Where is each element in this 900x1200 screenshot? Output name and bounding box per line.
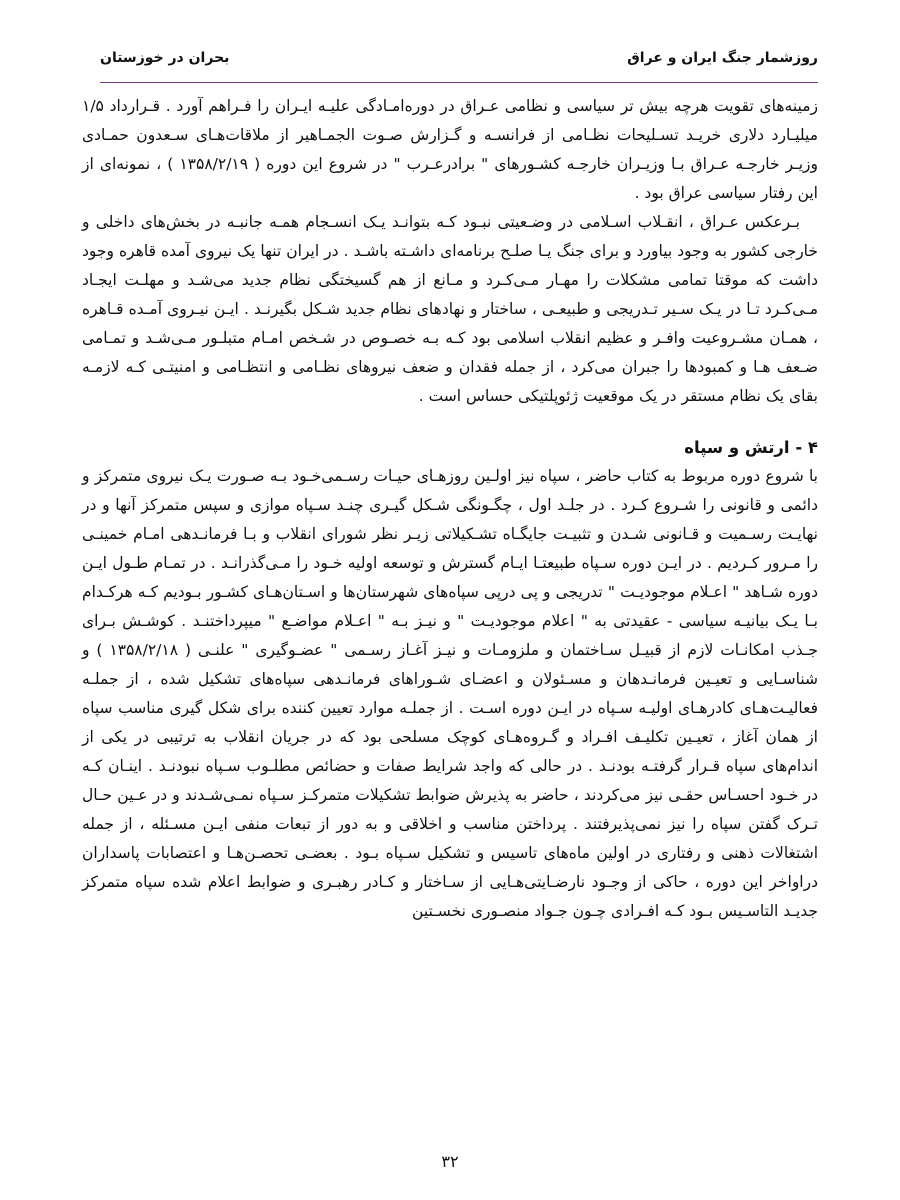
body-text: [82, 92, 818, 926]
paragraph-2: بـرعکس عـراق ، انقـلاب اسـلامی در وضـعیتی نبـود کـه بتوانـد یـک انسـجام همـه جانبـه در بخش‌های داخلی و خارجی کشور به وجود بیاورد و برای جنگ یـا صلـح برنامه‌ای داشـته باشـد . در ایران تنها یک نیروی آمده قاهره وجود داشت که موقتا تمامی مشکلات را مهـار مـی‌کـرد و مـانع از هم گسیختگی نظام جدید می‌شـد و مهلـت ایجـاد مـی‌کـرد تـا در یـک سـیر تـدریجی و طبیعـی ، ساختار و نهادهای نظام جدید شـکل بگیرنـد . ایـن نیـروی آمـده قـاهره ، همـان مشـروعیت وافـر و عظیم انقلاب اسلامی بود کـه بـه خصـوص در شـخص امـام متبلـور مـی‌شـد و تمـامی ضـعف هـا و کمبودها را جبران می‌کرد ، از جمله فقدان و ضعف نیروهای نظـامی و انتظـامی و امنیتـی کـه لازمـه بقای یک نظام مستقر در یک موقعیت ژئوپلتیکی حساس است .: [82, 213, 818, 405]
book-title: روزشمار جنگ ایران و عراق: [627, 50, 818, 66]
page-number: ۳۲: [441, 1152, 459, 1171]
paragraph-1: زمینه‌های تقویت هرچه بیش تر سیاسی و نظامی عـراق در دوره‌امـادگی علیـه ایـران را فـراهم آورد . قـرارداد ۱/۵ میلیـارد دلاری خریـد تسـلیحات نظـامی از فرانسـه و گـزارش صـوت الجمـاهیر از ملاقات‌هـای سـعدون حمـادی وزیـر خارجـه عـراق بـا وزیـران خارجـه کشـورهای " برادرعـرب " در شروع این دوره ( ۱۳۵۸/۲/۱۹ ) ، نمونه‌ای از این رفتار سیاسی عراق بود .: [82, 97, 818, 202]
section-heading: ۴ - ارتش و سپاه: [684, 438, 818, 457]
section-paragraph: با شروع دوره مربوط به کتاب حاضر ، سپاه نیز اولـین روزهـای حیـات رسـمی‌خـود بـه صـورت یـک نیروی متمرکز و دائمی و قانونی را شـروع کـرد . در جلـد اول ، چگـونگی شـکل گیـری چنـد سـپاه موازی و سپس متمرکز آنها و در نهایـت رسـمیت و قـانونی شـدن و تثبیـت جایگـاه تشـکیلاتی زیـر نظر شورای انقلاب و بـا فرمانـدهی امـام خمینـی را مـرور کـردیم . در ایـن دوره سـپاه طبیعتـا ایـام گسترش و توسعه اولیه خـود را مـی‌گذرانـد . در تمـام طـول ایـن دوره شـاهد " اعـلام موجودیـت " تدریجی و پی درپی سپاه‌های شهرستان‌ها و اسـتان‌هـای کشـور بـودیم کـه هرکـدام بـا یـک بیانیـه سیاسی - عقیدتی به " اعلام موجودیـت " و نیـز بـه " اعـلام مواضـع " میپرداختنـد . کوشـش بـرای جـذب امکانـات لازم از قبیـل سـاختمان و ملزومـات و نیـز آغـاز رسـمی " عضـوگیری " علنـی ( ۱۳۵۸/۲/۱۸ ) و شناسـایی و تعیـین فرمانـدهان و مسـئولان و اعضـای شـوراهای فرمانـدهی سپاه‌های تشکیل شده ، از جملـه فعالیـت‌هـای کادرهـای اولیـه سـپاه در ایـن دوره اسـت . از جملـه موارد تعیین کننده برای شکل گیری مناسب سپاه از همان آغاز ، تعیـین تکلیـف افـراد و گـروه‌هـای کوچک مسلحی بود که در جریان انقلاب به ترتیبی در یکی از اندام‌های سپاه قـرار گرفتـه بودنـد . در حالی که واجد شرایط صفات و حضائص مطلـوب سـپاه نبودنـد . اینـان کـه در خـود احسـاس حقـی نیز می‌کردند ، حاضر به پذیرش ضوابط تشکیلات متمرکـز سـپاه نمـی‌شـدند و در عـین حـال تـرک گفتن سپاه را نیز نمی‌پذیرفتند . پرداختن مناسب و اخلاقی و به دور از تبعات منفی ایـن مسـئله ، از جمله اشتغالات ذهنی و رفتاری در اولین ماه‌های تاسیس و تشکیل سـپاه بـود . بعضـی تحصـن‌هـا و اعتصابات پاسداران دراواخر این دوره ، حاکی از وجـود نارضـایتی‌هـایی از سـاختار و کـادر رهبـری و ضوابط اعلام شده سپاه متمرکز جدیـد التاسـیس بـود کـه افـرادی چـون جـواد منصـوری نخسـتین: [82, 467, 819, 920]
chapter-title: بحران در خوزستان: [100, 50, 230, 66]
running-header: [100, 50, 818, 76]
header-rule: [100, 82, 818, 83]
